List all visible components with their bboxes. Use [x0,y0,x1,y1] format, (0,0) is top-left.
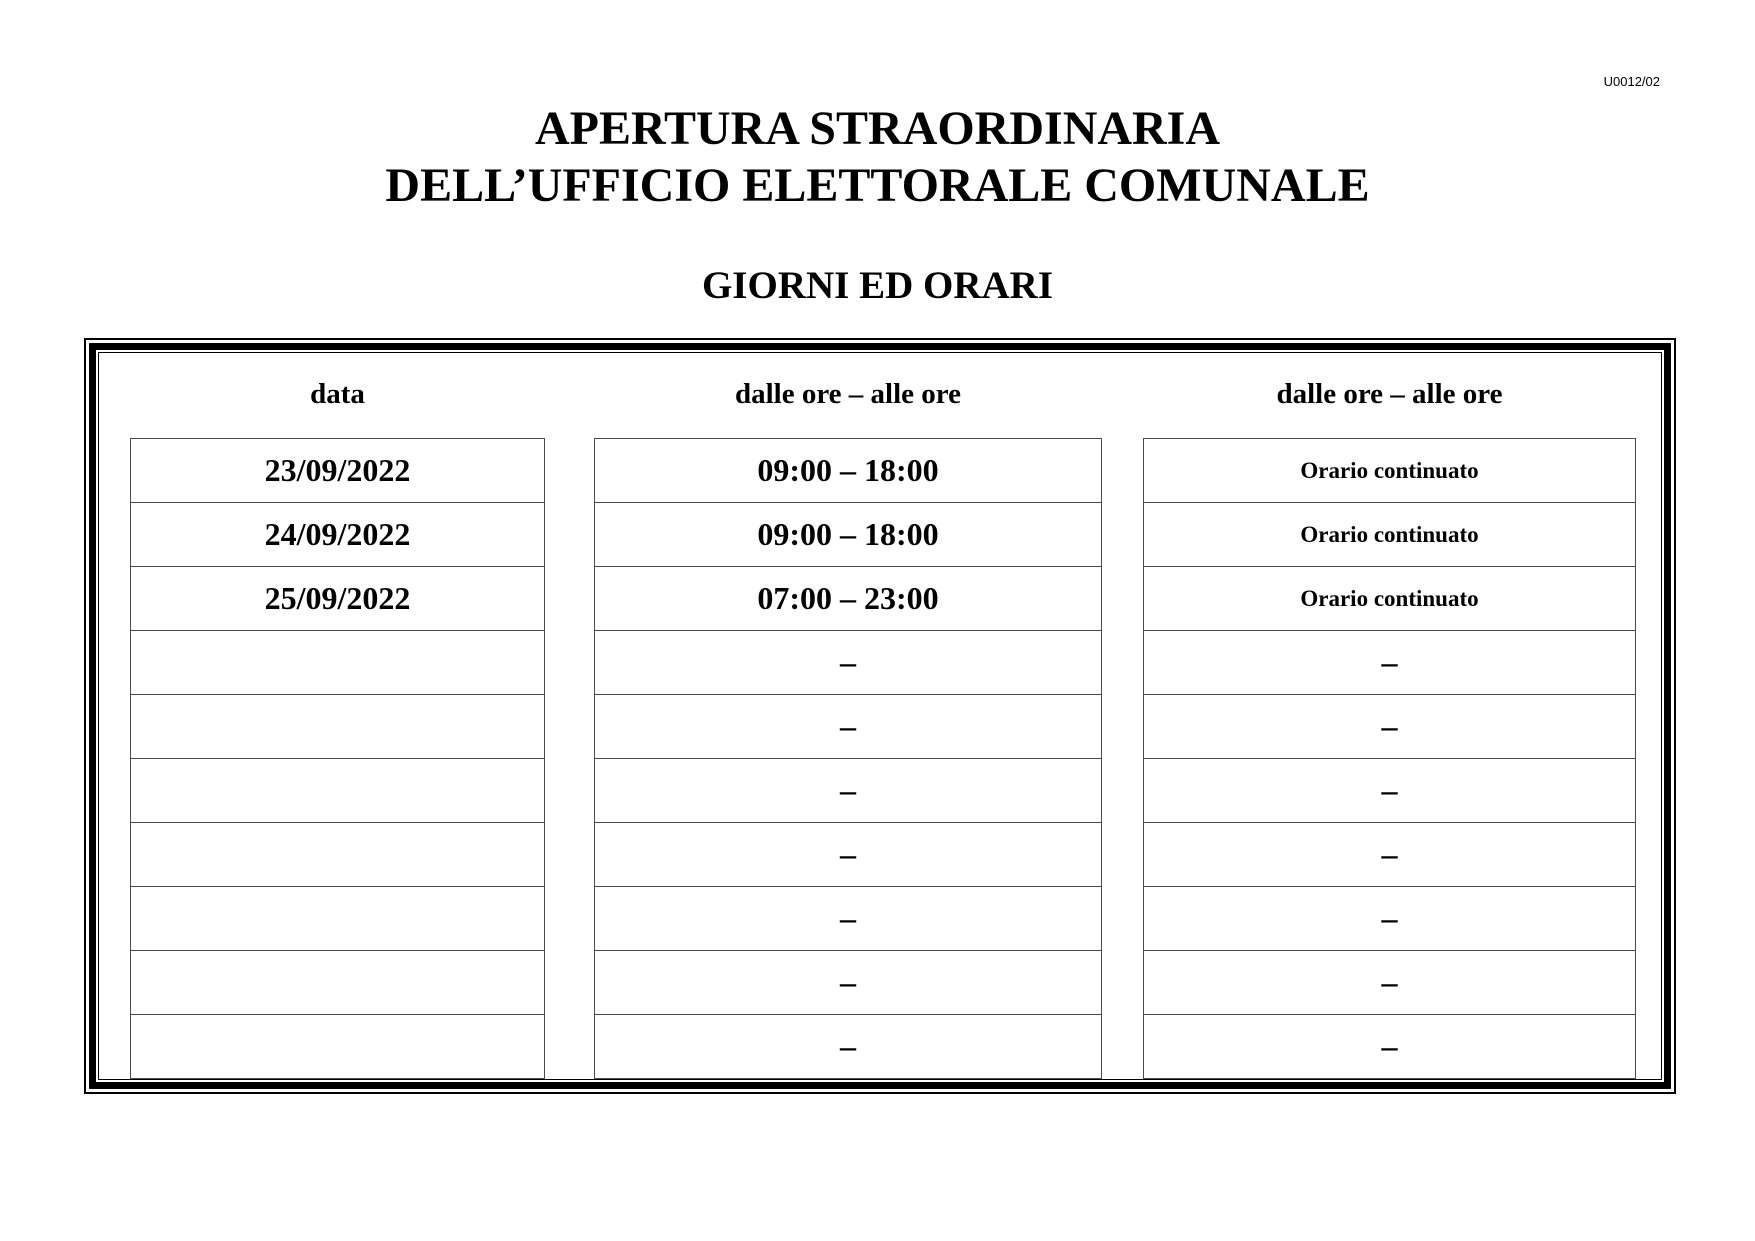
date-cell [131,823,544,887]
note-cell: Orario continuato [1144,567,1635,631]
time-range-cell: – [595,951,1101,1015]
note-cell: Orario continuato [1144,439,1635,503]
time-range-cell: – [595,631,1101,695]
time-range-cell: – [595,1015,1101,1079]
note-cell: – [1144,887,1635,951]
header-note: dalle ore – alle ore [1276,378,1503,410]
note-cell: – [1144,695,1635,759]
date-cell [131,887,544,951]
header-date: data [310,378,365,410]
date-cell [131,951,544,1015]
time-range-cell: – [595,887,1101,951]
note-cell: – [1144,951,1635,1015]
time-range-cell: – [595,823,1101,887]
date-column [130,438,545,1079]
date-cell [131,695,544,759]
time-range-cell: – [595,695,1101,759]
time-range-cell: – [595,759,1101,823]
time-range-cell: 09:00 – 18:00 [595,439,1101,503]
note-cell: – [1144,823,1635,887]
page-title [0,100,1755,214]
title-line-2: DELL’UFFICIO ELETTORALE COMUNALE [385,159,1370,212]
date-cell: 23/09/2022 [131,439,544,503]
time-range-cell: 07:00 – 23:00 [595,567,1101,631]
page-subtitle: GIORNI ED ORARI [701,264,1054,307]
date-cell [131,631,544,695]
document-code: U0012/02 [1603,74,1660,89]
date-cell: 25/09/2022 [131,567,544,631]
time-range-cell: 09:00 – 18:00 [595,503,1101,567]
date-cell [131,759,544,823]
title-line-1: APERTURA STRAORDINARIA [534,102,1221,155]
date-cell: 24/09/2022 [131,503,544,567]
note-cell: – [1144,759,1635,823]
note-column [1143,438,1636,1079]
note-cell: – [1144,631,1635,695]
header-time-range: dalle ore – alle ore [734,378,962,410]
note-cell: – [1144,1015,1635,1079]
time-range-column [594,438,1102,1079]
note-cell: Orario continuato [1144,503,1635,567]
date-cell [131,1015,544,1079]
